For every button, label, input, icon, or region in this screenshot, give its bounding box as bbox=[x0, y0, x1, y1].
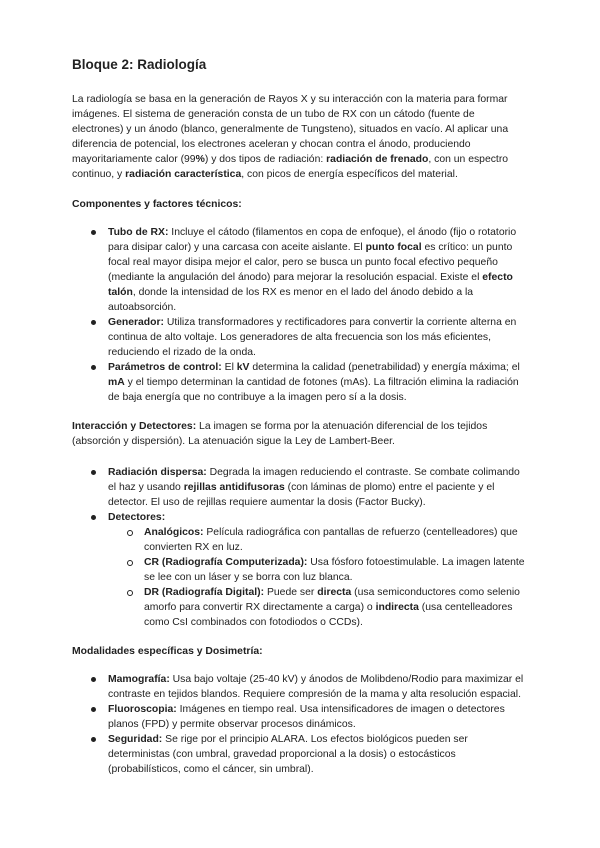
list-item-fluoroscopia: Fluoroscopia: Imágenes en tiempo real. Usa intensificadores de imagen o detectores planos (FPD) y permite observar procesos dinámicos. bbox=[108, 702, 528, 732]
detectors-list bbox=[72, 465, 528, 630]
page-title: Bloque 2: Radiología bbox=[72, 57, 207, 72]
list-item-mamografia: Mamografía: Usa bajo voltaje (25-40 kV) y ánodos de Molibdeno/Rodio para maximizar el contraste en tejidos blandos. Requiere compresión de la mama y alta resolución espacial. bbox=[108, 672, 528, 702]
list-item-radiacion-dispersa: Radiación dispersa: Degrada la imagen reduciendo el contraste. Se combate colimando el haz y usando rejillas antidifusoras (con láminas de plomo) entre el paciente y el detector. El uso de rejillas requiere aumentar la dosis (Factor Bucky). bbox=[108, 465, 528, 510]
modalities-list bbox=[72, 672, 528, 777]
list-item-parametros: Parámetros de control: El kV determina la calidad (penetrabilidad) y energía máxima; el mA y el tiempo determinan la cantidad de fotones (mAs). La filtración elimina la radiación de baja energía que no contribuye a la imagen pero sí a la dosis. bbox=[108, 360, 528, 405]
sublist-item-dr: DR (Radiografía Digital): Puede ser directa (usa semiconductores como selenio amorfo para convertir RX directamente a carga) o indirecta (usa centelleadores como CsI combinados con fotodiodos o CCDs). bbox=[144, 585, 528, 630]
components-list bbox=[72, 225, 528, 405]
section-heading-modalities: Modalidades específicas y Dosimetría: bbox=[72, 646, 263, 657]
list-item-detectores: Detectores: Analógicos: Película radiográfica con pantallas de refuerzo (centelleadores) que convierten RX en luz. CR (Radiografía Computerizada): Usa fósforo fotoestimulable. La imagen latente se lee con un láser y se borra con luz blanca. DR (Radiografía Digital): Puede ser directa (usa semiconductores como selenio amorfo para convertir RX directamente a carga) o indirecta (usa centelleadores como CsI combinados con fotodiodos o CCDs). bbox=[108, 510, 528, 630]
detectors-sublist bbox=[108, 525, 528, 630]
list-item-generador: Generador: Utiliza transformadores y rectificadores para convertir la corriente alterna en continua de alto voltaje. Los generadores de alta frecuencia son los más eficientes, reduciendo el rizado de la onda. bbox=[108, 315, 528, 360]
sublist-item-cr: CR (Radiografía Computerizada): Usa fósforo fotoestimulable. La imagen latente se lee con un láser y se borra con luz blanca. bbox=[144, 555, 528, 585]
interaction-paragraph: Interacción y Detectores: La imagen se forma por la atenuación diferencial de los tejidos (absorción y dispersión). La atenuación sigue la Ley de Lambert-Beer. bbox=[72, 421, 488, 447]
list-item-tubo: Tubo de RX: Incluye el cátodo (filamentos en copa de enfoque), el ánodo (fijo o rotatorio para disipar calor) y una carcasa con aceite aislante. El punto focal es crítico: un punto focal real mayor disipa mejor el calor, pero se busca un punto focal efectivo pequeño (mediante la angulación del ánodo) para mejorar la resolución espacial. Existe el efecto talón, donde la intensidad de los RX es menor en el lado del ánodo debido a la autoabsorción. bbox=[108, 225, 528, 315]
section-heading-components: Componentes y factores técnicos: bbox=[72, 199, 242, 210]
list-item-seguridad: Seguridad: Se rige por el principio ALARA. Los efectos biológicos pueden ser deterministas (con umbral, gravedad proporcional a la dosis) o estocásticos (probabilísticos, como el cáncer, sin umbral). bbox=[108, 732, 528, 777]
intro-paragraph: La radiología se basa en la generación de Rayos X y su interacción con la materia para formar imágenes. El sistema de generación consta de un tubo de RX con un cátodo (fuente de electrones) y un ánodo (blanco, generalmente de Tungsteno), situados en vacío. Al aplicar una diferencia de potencial, los electrones aceleran y chocan contra el ánodo, produciendo mayoritariamente calor (99%) y dos tipos de radiación: radiación de frenado, con un espectro continuo, y radiación característica, con picos de energía específicos del material. bbox=[72, 94, 509, 180]
sublist-item-analogicos: Analógicos: Película radiográfica con pantallas de refuerzo (centelleadores) que convierten RX en luz. bbox=[144, 525, 528, 555]
